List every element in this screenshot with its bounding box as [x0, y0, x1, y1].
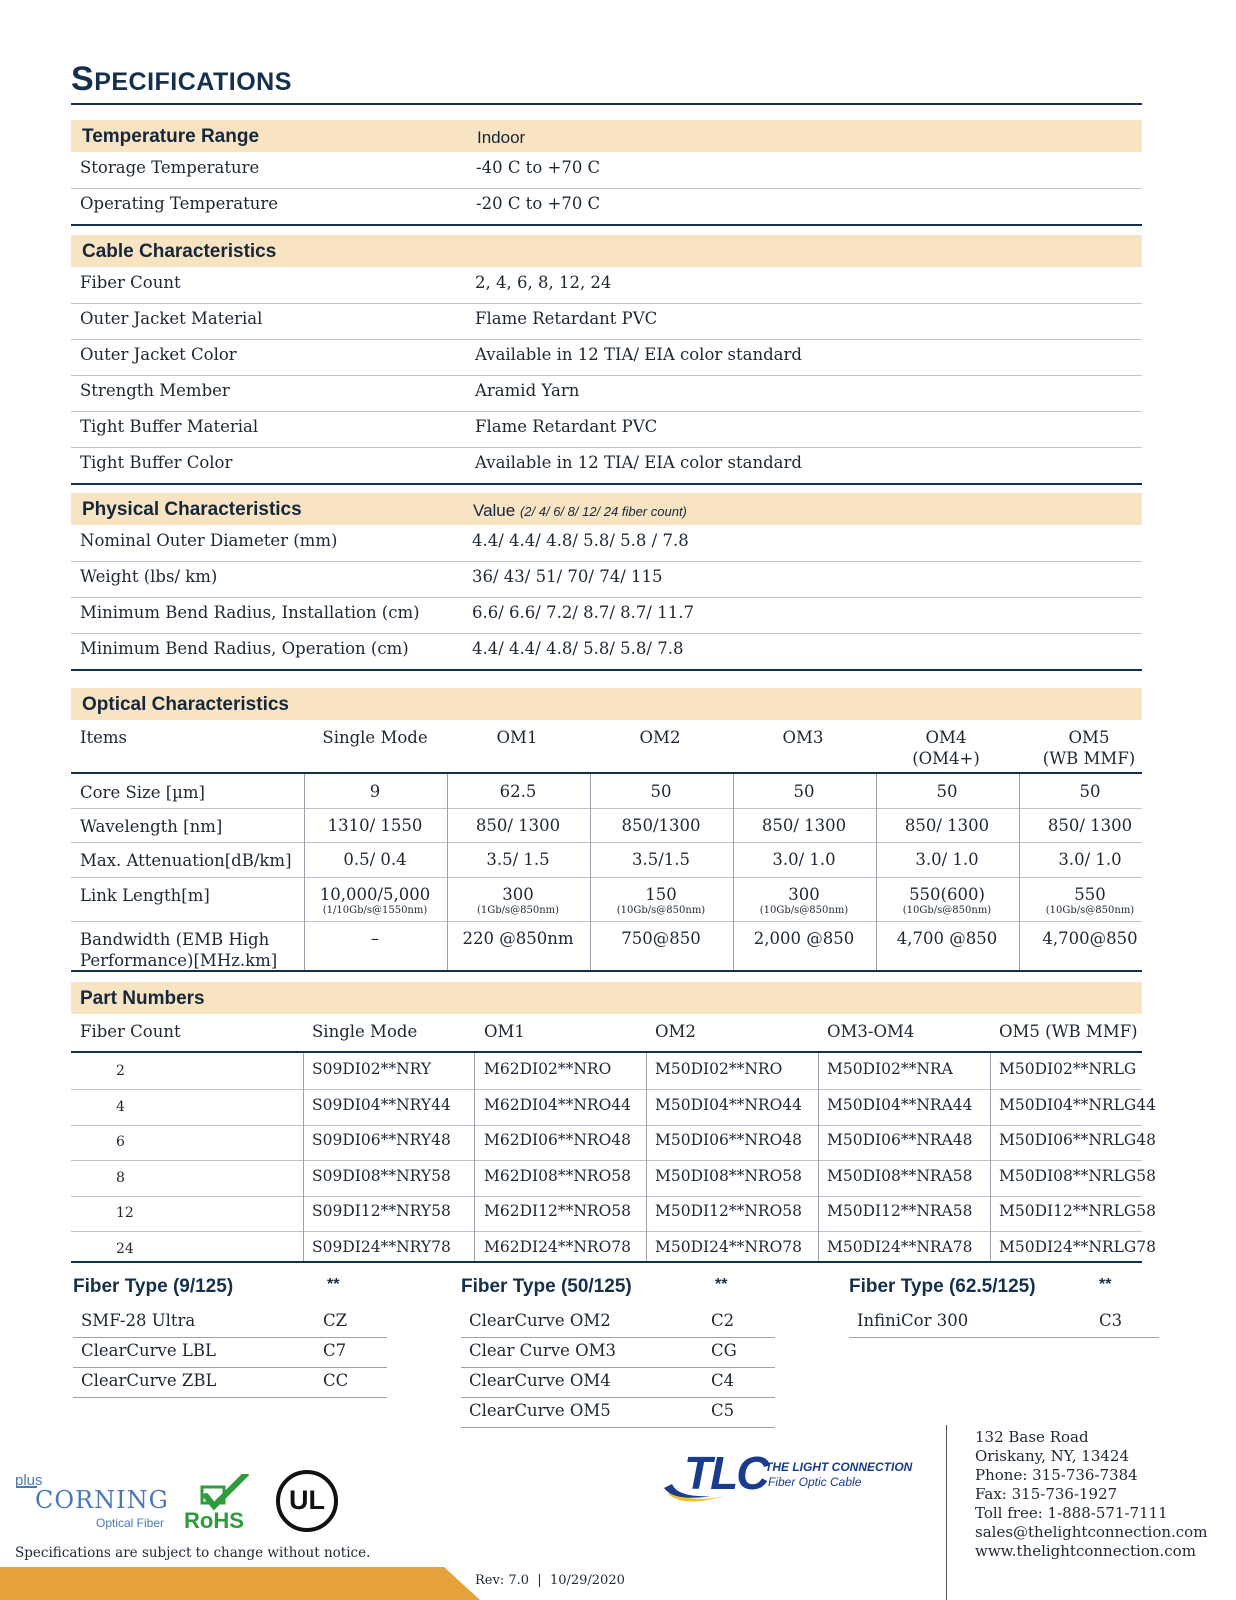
parts-row-divider: [71, 1160, 1142, 1161]
fax-text: Fax: 315-736-1927: [975, 1485, 1118, 1503]
optical-cell: 4,700@850: [1042, 929, 1138, 948]
spec-label: Strength Member: [80, 381, 230, 400]
optical-cell: 50: [936, 782, 958, 801]
footer-divider: [946, 1425, 947, 1600]
spec-label: Outer Jacket Color: [80, 345, 237, 364]
spec-value: -20 C to +70 C: [476, 194, 601, 213]
optical-cell: 50: [793, 782, 815, 801]
optical-header: [71, 688, 1142, 720]
part-number: M50DI02**NRLG: [999, 1060, 1137, 1078]
optical-cell: 2,000 @850: [753, 929, 855, 948]
spec-row: [71, 447, 1142, 485]
contact-block: [975, 1428, 1207, 1561]
tlc-logo: TLC THE LIGHT CONNECTION Fiber Optic Cable: [664, 1450, 924, 1510]
spec-label: Tight Buffer Color: [80, 453, 233, 472]
physical-header: [71, 493, 1142, 525]
optical-cell: 850/ 1300: [475, 816, 561, 835]
optical-row-label: Link Length[m]: [80, 886, 210, 905]
fiber-type-code-header: **: [327, 1276, 340, 1293]
part-number: M50DI12**NRA58: [827, 1202, 973, 1220]
spec-row: [71, 152, 1142, 189]
cable-title: Cable Characteristics: [82, 241, 277, 262]
address-line: 132 Base Road: [975, 1428, 1089, 1446]
spec-label: Storage Temperature: [80, 158, 260, 177]
fiber-type-code-header: **: [1099, 1276, 1112, 1293]
optical-items-label: Items: [80, 728, 128, 747]
optical-row-divider: [71, 921, 1142, 922]
spec-label: Nominal Outer Diameter (mm): [80, 531, 338, 550]
parts-fiber-count: 2: [116, 1063, 125, 1079]
spec-value: Aramid Yarn: [475, 381, 580, 400]
page-title: SPECIFICATIONS: [71, 60, 292, 98]
corning-logo: plus CORNING Optical Fiber: [15, 1472, 169, 1530]
fiber-type-row: [73, 1337, 387, 1368]
parts-fiber-count: 8: [116, 1170, 125, 1186]
parts-header: [71, 982, 1142, 1014]
optical-row-label: Wavelength [nm]: [80, 817, 223, 836]
spec-row: [71, 411, 1142, 448]
part-number: M62DI04**NRO44: [484, 1096, 632, 1114]
optical-col-divider: [1019, 774, 1020, 970]
fiber-type-code: C5: [711, 1401, 735, 1420]
part-number: M62DI06**NRO48: [484, 1131, 632, 1149]
fiber-type-row: [73, 1307, 387, 1338]
fiber-type-title: Fiber Type (62.5/125): [849, 1276, 1036, 1297]
title-divider: [71, 103, 1142, 105]
parts-row-divider: [71, 1196, 1142, 1197]
part-number: M50DI04**NRLG44: [999, 1096, 1156, 1114]
temperature-header-value: Indoor: [477, 128, 526, 147]
part-number: M50DI24**NRLG78: [999, 1238, 1156, 1256]
part-number: M50DI04**NRA44: [827, 1096, 973, 1114]
fiber-type-code: C3: [1099, 1311, 1123, 1330]
parts-row-divider: [71, 1231, 1142, 1232]
optical-col-om3: OM3: [782, 728, 824, 747]
parts-row-divider: [71, 1125, 1142, 1126]
part-number: M50DI12**NRLG58: [999, 1202, 1156, 1220]
address-line: Oriskany, NY, 13424: [975, 1447, 1130, 1465]
spec-label: Minimum Bend Radius, Operation (cm): [80, 639, 409, 658]
parts-fiber-count: 4: [116, 1099, 125, 1115]
parts-col-divider: [303, 1053, 304, 1261]
optical-cell: 3.0/ 1.0: [915, 850, 979, 869]
parts-header-rule: [71, 1051, 1142, 1053]
parts-col-divider: [646, 1053, 647, 1261]
spec-label: Outer Jacket Material: [80, 309, 263, 328]
optical-col-om2: OM2: [639, 728, 681, 747]
fiber-type-code: CG: [711, 1341, 737, 1360]
spec-value: Available in 12 TIA/ EIA color standard: [475, 453, 802, 472]
optical-cell: 3.0/ 1.0: [772, 850, 836, 869]
phone-text: Phone: 315-736-7384: [975, 1466, 1138, 1484]
part-number: S09DI08**NRY58: [312, 1167, 451, 1185]
part-number: M50DI06**NRLG48: [999, 1131, 1156, 1149]
optical-cell: 550 (10Gb/s@850nm): [1045, 885, 1135, 916]
parts-column-header: Fiber Count: [80, 1022, 181, 1041]
optical-col-divider: [590, 774, 591, 970]
part-number: M50DI08**NRA58: [827, 1167, 973, 1185]
part-number: M62DI08**NRO58: [484, 1167, 632, 1185]
parts-column-header: OM1: [484, 1022, 525, 1041]
spec-label: Minimum Bend Radius, Installation (cm): [80, 603, 420, 622]
parts-col-divider: [474, 1053, 475, 1261]
spec-row: [71, 597, 1142, 634]
parts-column-header: OM5 (WB MMF): [999, 1022, 1138, 1041]
spec-row: [71, 375, 1142, 412]
optical-col-om5: OM5 (WB MMF): [1042, 728, 1136, 768]
fiber-type-title: Fiber Type (50/125): [461, 1276, 632, 1297]
parts-title: Part Numbers: [80, 988, 205, 1009]
fiber-type-row: [461, 1367, 775, 1398]
optical-cell: 50: [1079, 782, 1101, 801]
optical-cell: 3.0/ 1.0: [1058, 850, 1122, 869]
part-number: M50DI04**NRO44: [655, 1096, 803, 1114]
part-number: S09DI04**NRY44: [312, 1096, 451, 1114]
physical-title: Physical Characteristics: [82, 499, 302, 520]
optical-row-divider: [71, 877, 1142, 878]
fiber-type-code: CZ: [323, 1311, 348, 1330]
email-link[interactable]: sales@thelightconnection.com: [975, 1523, 1208, 1541]
parts-row-divider: [71, 1089, 1142, 1090]
optical-cell: 850/ 1300: [761, 816, 847, 835]
optical-cell: 9: [369, 782, 381, 801]
optical-row-label: Bandwidth (EMB High Performance)[MHz.km]: [80, 930, 278, 970]
spec-value: 6.6/ 6.6/ 7.2/ 8.7/ 8.7/ 11.7: [472, 603, 694, 622]
part-number: M50DI02**NRA: [827, 1060, 953, 1078]
fiber-type-code: C4: [711, 1371, 735, 1390]
ul-logo: UL: [276, 1470, 338, 1532]
disclaimer-text: Specifications are subject to change without notice.: [15, 1545, 371, 1561]
optical-row-divider: [71, 842, 1142, 843]
optical-header-rule: [71, 772, 1142, 774]
optical-cell: 300 (1Gb/s@850nm): [476, 885, 560, 916]
optical-cell: 62.5: [499, 782, 537, 801]
optical-cell: 3.5/ 1.5: [486, 850, 550, 869]
parts-fiber-count: 12: [116, 1205, 134, 1221]
parts-column-header: OM2: [655, 1022, 696, 1041]
optical-cell: 1310/ 1550: [327, 816, 423, 835]
spec-value: Available in 12 TIA/ EIA color standard: [475, 345, 802, 364]
part-number: M62DI02**NRO: [484, 1060, 612, 1078]
optical-cell: 150 (10Gb/s@850nm): [616, 885, 706, 916]
optical-cell: 300 (10Gb/s@850nm): [759, 885, 849, 916]
website-link[interactable]: www.thelightconnection.com: [975, 1542, 1196, 1560]
part-number: M50DI12**NRO58: [655, 1202, 803, 1220]
tollfree-text: Toll free: 1-888-571-7111: [975, 1504, 1168, 1522]
part-number: M50DI08**NRO58: [655, 1167, 803, 1185]
spec-row: [71, 561, 1142, 598]
optical-cell: 850/ 1300: [904, 816, 990, 835]
fiber-type-code: CC: [323, 1371, 349, 1390]
parts-fiber-count: 6: [116, 1134, 125, 1150]
fiber-type-name: Clear Curve OM3: [469, 1341, 617, 1360]
parts-col-divider: [990, 1053, 991, 1261]
fiber-type-code-header: **: [715, 1276, 728, 1293]
spec-value: Flame Retardant PVC: [475, 309, 658, 328]
cable-header: [71, 235, 1142, 267]
fiber-type-title: Fiber Type (9/125): [73, 1276, 234, 1297]
fiber-type-name: ClearCurve LBL: [81, 1341, 216, 1360]
optical-row-label: Max. Attenuation[dB/km]: [80, 851, 292, 870]
optical-cell: 50: [650, 782, 672, 801]
fiber-type-name: SMF-28 Ultra: [81, 1311, 196, 1330]
fiber-type-code: C7: [323, 1341, 347, 1360]
spec-label: Operating Temperature: [80, 194, 279, 213]
optical-cell: 750@850: [621, 929, 701, 948]
part-number: M50DI08**NRLG58: [999, 1167, 1156, 1185]
optical-cell: 850/1300: [621, 816, 701, 835]
spec-label: Tight Buffer Material: [80, 417, 259, 436]
optical-cell: 220 @850nm: [462, 929, 574, 948]
parts-bottom-rule: [71, 1261, 1142, 1263]
optical-cell: 850/ 1300: [1047, 816, 1133, 835]
spec-value: 2, 4, 6, 8, 12, 24: [475, 273, 612, 292]
spec-label: Weight (lbs/ km): [80, 567, 218, 586]
fiber-type-row: [461, 1307, 775, 1338]
fiber-type-name: ClearCurve OM4: [469, 1371, 611, 1390]
optical-cell: 0.5/ 0.4: [343, 850, 407, 869]
optical-col-om4: OM4 (OM4+): [912, 728, 980, 768]
spec-value: 36/ 43/ 51/ 70/ 74/ 115: [472, 567, 663, 586]
optical-cell: 550(600) (10Gb/s@850nm): [902, 885, 992, 916]
spec-row: [71, 188, 1142, 226]
fiber-type-name: ClearCurve OM5: [469, 1401, 611, 1420]
part-number: M50DI02**NRO: [655, 1060, 783, 1078]
fiber-type-name: ClearCurve OM2: [469, 1311, 611, 1330]
optical-title: Optical Characteristics: [82, 694, 289, 715]
optical-col-om1: OM1: [496, 728, 538, 747]
spec-value: 4.4/ 4.4/ 4.8/ 5.8/ 5.8/ 7.8: [472, 639, 684, 658]
part-number: S09DI06**NRY48: [312, 1131, 451, 1149]
fiber-type-code: C2: [711, 1311, 735, 1330]
optical-cell: –: [370, 929, 380, 948]
optical-cell: 3.5/1.5: [631, 850, 691, 869]
fiber-type-row: [461, 1337, 775, 1368]
part-number: M50DI24**NRO78: [655, 1238, 803, 1256]
part-number: S09DI24**NRY78: [312, 1238, 451, 1256]
parts-fiber-count: 24: [116, 1241, 134, 1257]
optical-bottom-rule: [71, 970, 1142, 972]
fiber-type-row: [849, 1307, 1159, 1338]
footer-accent-bar: [0, 1567, 480, 1600]
revision-text: Rev: 7.0 | 10/29/2020: [475, 1573, 625, 1588]
part-number: M62DI24**NRO78: [484, 1238, 632, 1256]
rohs-check-icon: [184, 1474, 264, 1512]
optical-col-divider: [733, 774, 734, 970]
physical-header-value: Value (2/ 4/ 6/ 8/ 12/ 24 fiber count): [473, 501, 687, 520]
fiber-type-name: ClearCurve ZBL: [81, 1371, 217, 1390]
optical-cell: 4,700 @850: [896, 929, 998, 948]
parts-column-header: OM3-OM4: [827, 1022, 915, 1041]
part-number: S09DI12**NRY58: [312, 1202, 451, 1220]
temperature-header: [71, 120, 1142, 152]
optical-cell: 10,000/5,000 (1/10Gb/s@1550nm): [319, 885, 431, 916]
optical-row-divider: [71, 808, 1142, 809]
parts-col-divider: [818, 1053, 819, 1261]
fiber-type-row: [73, 1367, 387, 1398]
part-number: M62DI12**NRO58: [484, 1202, 632, 1220]
part-number: M50DI24**NRA78: [827, 1238, 973, 1256]
spec-row: [71, 525, 1142, 562]
optical-row-label: Core Size [µm]: [80, 783, 205, 802]
spec-label: Fiber Count: [80, 273, 181, 292]
fiber-type-name: InfiniCor 300: [857, 1311, 969, 1330]
part-number: S09DI02**NRY: [312, 1060, 432, 1078]
optical-col-divider: [447, 774, 448, 970]
optical-col-divider: [876, 774, 877, 970]
spec-row: [71, 633, 1142, 671]
parts-column-header: Single Mode: [312, 1022, 418, 1041]
spec-row: [71, 339, 1142, 376]
spec-value: 4.4/ 4.4/ 4.8/ 5.8/ 5.8 / 7.8: [472, 531, 689, 550]
optical-col-single-mode: Single Mode: [322, 728, 428, 747]
optical-col-divider: [304, 774, 305, 970]
part-number: M50DI06**NRA48: [827, 1131, 973, 1149]
spec-row: [71, 267, 1142, 304]
spec-value: -40 C to +70 C: [476, 158, 601, 177]
fiber-type-row: [461, 1397, 775, 1428]
part-number: M50DI06**NRO48: [655, 1131, 803, 1149]
spec-row: [71, 303, 1142, 340]
spec-value: Flame Retardant PVC: [475, 417, 658, 436]
temperature-title: Temperature Range: [82, 126, 260, 147]
rohs-logo: RoHS: [184, 1474, 264, 1534]
